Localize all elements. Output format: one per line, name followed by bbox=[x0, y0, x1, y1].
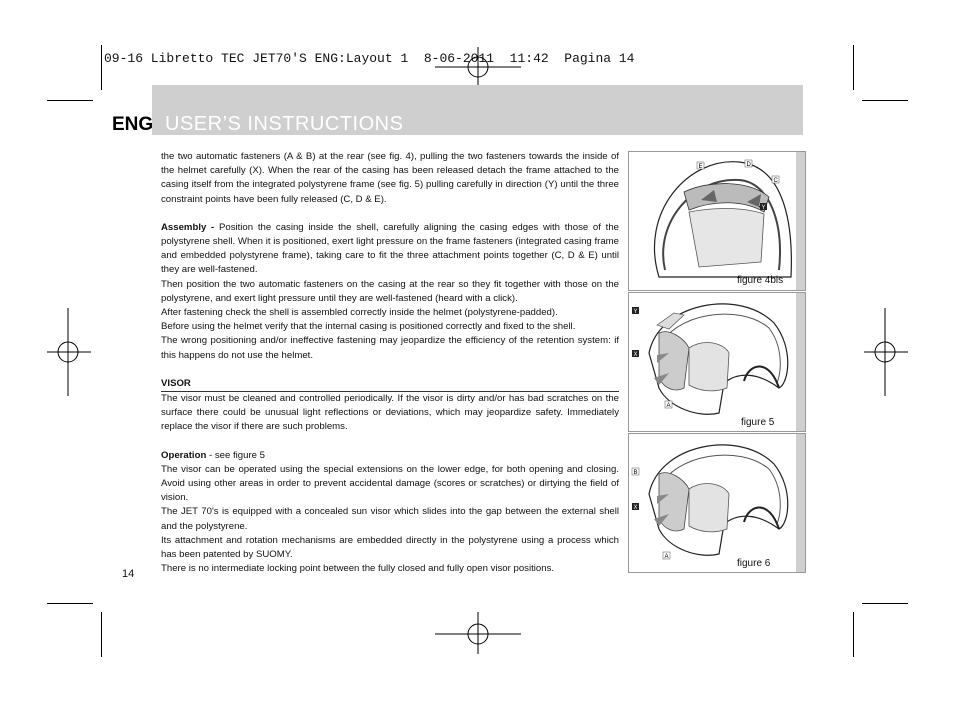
body-text bbox=[161, 150, 619, 576]
helmet-illustration bbox=[629, 293, 805, 431]
figure-label-a: A bbox=[664, 554, 669, 560]
paragraph: The JET 70's is equipped with a concealed sun visor which slides into the gap between the external shell and the polystyrene. bbox=[161, 506, 619, 532]
paragraph: After fastening check the shell is assembled correctly inside the helmet (polystyrene-padded). bbox=[161, 307, 558, 319]
paragraph bbox=[161, 221, 619, 278]
assembly-label: Assembly - bbox=[161, 221, 215, 233]
operation-text: - see figure 5 bbox=[206, 449, 265, 461]
figure-label-c: C bbox=[773, 178, 778, 184]
figure-label-d: D bbox=[746, 162, 751, 168]
figure-4bis bbox=[628, 151, 806, 291]
language-label: ENG bbox=[112, 114, 154, 135]
figure-side-strip bbox=[796, 293, 805, 431]
paragraph: The visor can be operated using the special extensions on the lower edge, for both opening and closing. Avoid using other areas in order to prevent accidental damage (scores or scratches) or dirtying the field of vision. bbox=[161, 463, 619, 504]
crop-mark bbox=[47, 100, 93, 101]
figure-label-b: B bbox=[633, 470, 638, 476]
figure-label-x: X bbox=[633, 505, 638, 511]
crop-mark bbox=[853, 612, 854, 657]
crop-mark bbox=[862, 603, 908, 604]
helmet-illustration bbox=[629, 434, 805, 572]
figure-caption: figure 4bis bbox=[737, 275, 784, 286]
figure-label-e: E bbox=[698, 164, 703, 170]
figure-caption: figure 6 bbox=[737, 558, 771, 569]
figure-side-strip bbox=[796, 434, 805, 572]
figure-6 bbox=[628, 433, 806, 573]
registration-mark-bottom bbox=[435, 612, 521, 657]
crop-mark bbox=[862, 100, 908, 101]
paragraph: the two automatic fasteners (A & B) at the rear (see fig. 4), pulling the two fasteners towards the inside of the helmet carefully (X). When the rear of the casing has been released detach the frame attached to the casing itself from the integrated polystyrene frame (see fig. 5) pulling carefully in direction (Y) until the three constraint points have been fully released (C, D & E). bbox=[161, 151, 619, 205]
crop-mark bbox=[101, 45, 102, 90]
crop-mark bbox=[47, 603, 93, 604]
helmet-illustration bbox=[629, 152, 805, 290]
crop-mark bbox=[101, 612, 102, 657]
visor-heading: VISOR bbox=[161, 377, 619, 392]
figure-caption: figure 5 bbox=[741, 417, 775, 428]
paragraph: The wrong positioning and/or ineffective fastening may jeopardize the efficiency of the retention system: if this happens do not use the helmet. bbox=[161, 335, 619, 361]
figure-label-y: Y bbox=[633, 309, 638, 315]
paragraph: There is no intermediate locking point between the fully closed and fully open visor positions. bbox=[161, 563, 555, 575]
page-number: 14 bbox=[122, 568, 135, 580]
paragraph: Before using the helmet verify that the internal casing is positioned correctly and fixed to the shell. bbox=[161, 321, 576, 333]
figure-side-strip bbox=[796, 152, 805, 290]
assembly-text: Position the casing inside the shell, carefully aligning the casing edges with those of the polystyrene shell. When it is positioned, exert light pressure on the frame fasteners (integrated casing frame and embedded polystyrene frame), taking care to fit the three attachment points together (C, D & E) until they are well-fastened. bbox=[161, 221, 619, 276]
crop-mark bbox=[853, 45, 854, 90]
slug-line: 09-16 Libretto TEC JET70'S ENG:Layout 1 8-06-2011 11:42 Pagina 14 bbox=[104, 51, 635, 66]
figure-5 bbox=[628, 292, 806, 432]
registration-mark-right bbox=[864, 308, 908, 396]
figure-label-x: X bbox=[633, 352, 638, 358]
operation-label: Operation bbox=[161, 449, 207, 461]
page-title: USER’S INSTRUCTIONS bbox=[165, 113, 404, 135]
paragraph: Its attachment and rotation mechanisms are embedded directly in the polystyrene using a process which has been patented by SUOMY. bbox=[161, 534, 619, 561]
registration-mark-left bbox=[47, 308, 91, 396]
paragraph: The visor must be cleaned and controlled periodically. If the visor is dirty and/or has bad scratches on the surface there could be unusual light reflections or deviations, which may jeopardize safety. Immediately replace the visor if there are such problems. bbox=[161, 393, 619, 433]
registration-mark-top bbox=[435, 45, 521, 85]
figure-label-a: A bbox=[666, 403, 671, 409]
paragraph bbox=[161, 449, 619, 463]
paragraph: Then position the two automatic fasteners on the casing at the rear so they fit together with those on the polystyrene, and exert light pressure until they are well-fastened (heard with a click). bbox=[161, 278, 619, 304]
figure-label-y: Y bbox=[761, 205, 766, 211]
